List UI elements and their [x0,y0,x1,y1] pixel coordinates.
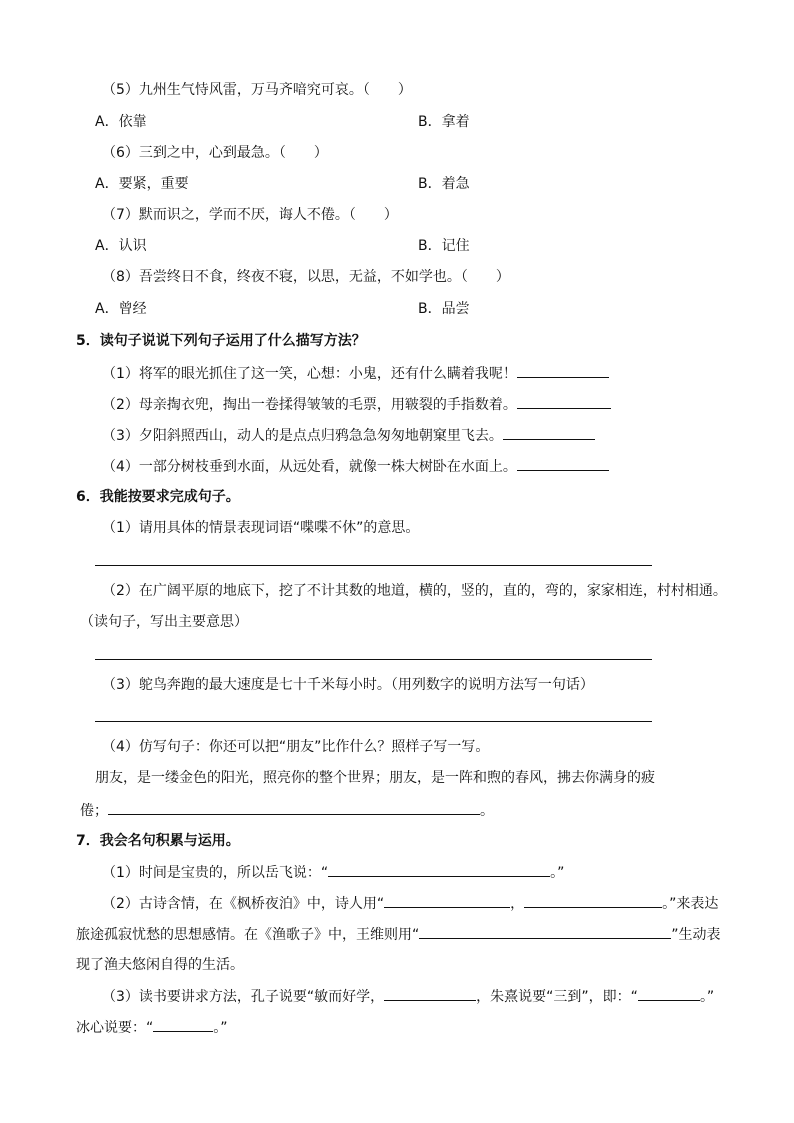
q6-item-2-line-1: （2）在广阔平原的地底下，挖了不计其数的地道，横的，竖的，直的，弯的，家家相连，村村相通。 [102,583,727,599]
q7-item-3-text-d: 冰心说要：“ [76,1020,154,1036]
q6-item-2-answer-line[interactable] [95,659,652,660]
q6-item-4-continuation [80,800,494,821]
q6-item-3-answer-line[interactable] [95,721,652,722]
q5-item-2-answer-blank[interactable] [517,394,611,409]
q4-item-8-option-a: A．曾经 [95,301,147,317]
q7-item-2-text-a: （2）古诗含情，在《枫桥夜泊》中，诗人用“ [102,896,385,912]
q7-item-2-line-1 [102,893,718,914]
q5-item-3-answer-blank[interactable] [503,425,595,440]
q7-item-3-answer-blank-1[interactable] [384,986,476,1001]
q7-item-1-text-a: （1）时间是宝贵的，所以岳飞说：“ [102,865,329,881]
q7-item-2-line-3: 现了渔夫悠闲自得的生活。 [76,957,244,973]
q4-item-5-option-a: A．依靠 [95,114,147,130]
q5-item-2-text: （2）母亲掏衣兜，掏出一卷揉得皱皱的毛票，用皲裂的手指数着。 [102,397,517,413]
q6-title: 6．我能按要求完成句子。 [76,489,240,505]
q7-item-2-text-d: 旅途孤寂忧愁的思想感情。在《渔歌子》中，王维则用“ [76,927,420,943]
q5-item-3-text: （3）夕阳斜照西山，动人的是点点归鸦急急匆匆地朝窠里飞去。 [102,428,503,444]
q5-item-1-text: （1）将军的眼光抓住了这一笑，心想：小鬼，还有什么瞒着我呢！ [102,366,517,382]
q7-item-2-text-e: ”生动表 [671,927,721,943]
q6-item-4-end-a: 倦； [80,803,108,819]
q5-item-1-answer-blank[interactable] [517,363,609,378]
q7-item-2-answer-blank-1[interactable] [384,893,510,908]
q6-item-4: （4）仿写句子：你还可以把“朋友”比作什么？照样子写一写。 [102,739,490,755]
q6-item-4-model: 朋友，是一缕金色的阳光，照亮你的整个世界；朋友，是一阵和煦的春风，拂去你满身的疲 [95,770,655,786]
q7-title: 7．我会名句积累与运用。 [76,833,240,849]
q6-item-2-line-2: （读句子，写出主要意思） [80,614,248,630]
q4-item-7-stem: （7）默而识之，学而不厌，诲人不倦。（ ） [102,207,398,223]
q7-item-3-answer-blank-2[interactable] [638,986,700,1001]
q4-item-8-option-b: B．品尝 [418,301,470,317]
q5-item-4-text: （4）一部分树枝垂到水面，从远处看，就像一株大树卧在水面上。 [102,459,517,475]
q4-item-8-stem: （8）吾尝终日不食，终夜不寝，以思，无益，不如学也。（ ） [102,269,510,285]
q6-item-4-end-b: 。 [480,803,494,819]
q6-item-1-answer-line[interactable] [95,565,652,566]
q6-item-4-answer-blank[interactable] [108,800,480,815]
q7-item-3-text-c: 。” [699,989,715,1005]
q7-item-3-answer-blank-3[interactable] [153,1017,213,1032]
q6-item-1: （1）请用具体的情景表现词语“喋喋不休”的意思。 [102,520,420,536]
q7-item-1-answer-blank[interactable] [328,862,550,877]
q7-item-3-line-1 [102,986,714,1007]
q4-item-6-option-b: B．着急 [418,176,470,192]
q4-item-6-stem: （6）三到之中，心到最急。（ ） [102,145,328,161]
q5-item-1 [102,363,609,384]
q4-item-7-option-b: B．记住 [418,238,470,254]
q7-item-2-answer-blank-2[interactable] [524,893,662,908]
q5-item-3 [102,425,595,446]
q7-item-2-text-c: 。”来表达 [662,896,719,912]
q5-item-4-answer-blank[interactable] [517,456,609,471]
q7-item-3-text-b: ，朱熹说要“三到”，即：“ [476,989,638,1005]
q4-item-5-stem: （5）九州生气恃风雷，万马齐喑究可哀。（ ） [102,82,412,98]
q7-item-3-text-a: （3）读书要讲求方法，孔子说要“敏而好学， [102,989,385,1005]
q7-item-2-line-2 [76,924,721,945]
q7-item-2-text-b: ， [510,896,525,912]
q5-title: 5．读句子说说下列句子运用了什么描写方法？ [76,333,366,349]
q4-item-7-option-a: A．认识 [95,238,147,254]
q7-item-3-line-2 [76,1017,228,1038]
q7-item-1 [102,862,564,883]
q7-item-1-text-b: 。” [550,865,565,881]
q5-item-2 [102,394,611,415]
q4-item-6-option-a: A．要紧，重要 [95,176,189,192]
q7-item-3-text-e: 。” [213,1020,228,1036]
q5-item-4 [102,456,609,477]
q4-item-5-option-b: B．拿着 [418,114,470,130]
q7-item-2-answer-blank-3[interactable] [419,924,671,939]
q6-item-3: （3）鸵鸟奔跑的最大速度是七十千米每小时。（用列数字的说明方法写一句话） [102,677,594,693]
